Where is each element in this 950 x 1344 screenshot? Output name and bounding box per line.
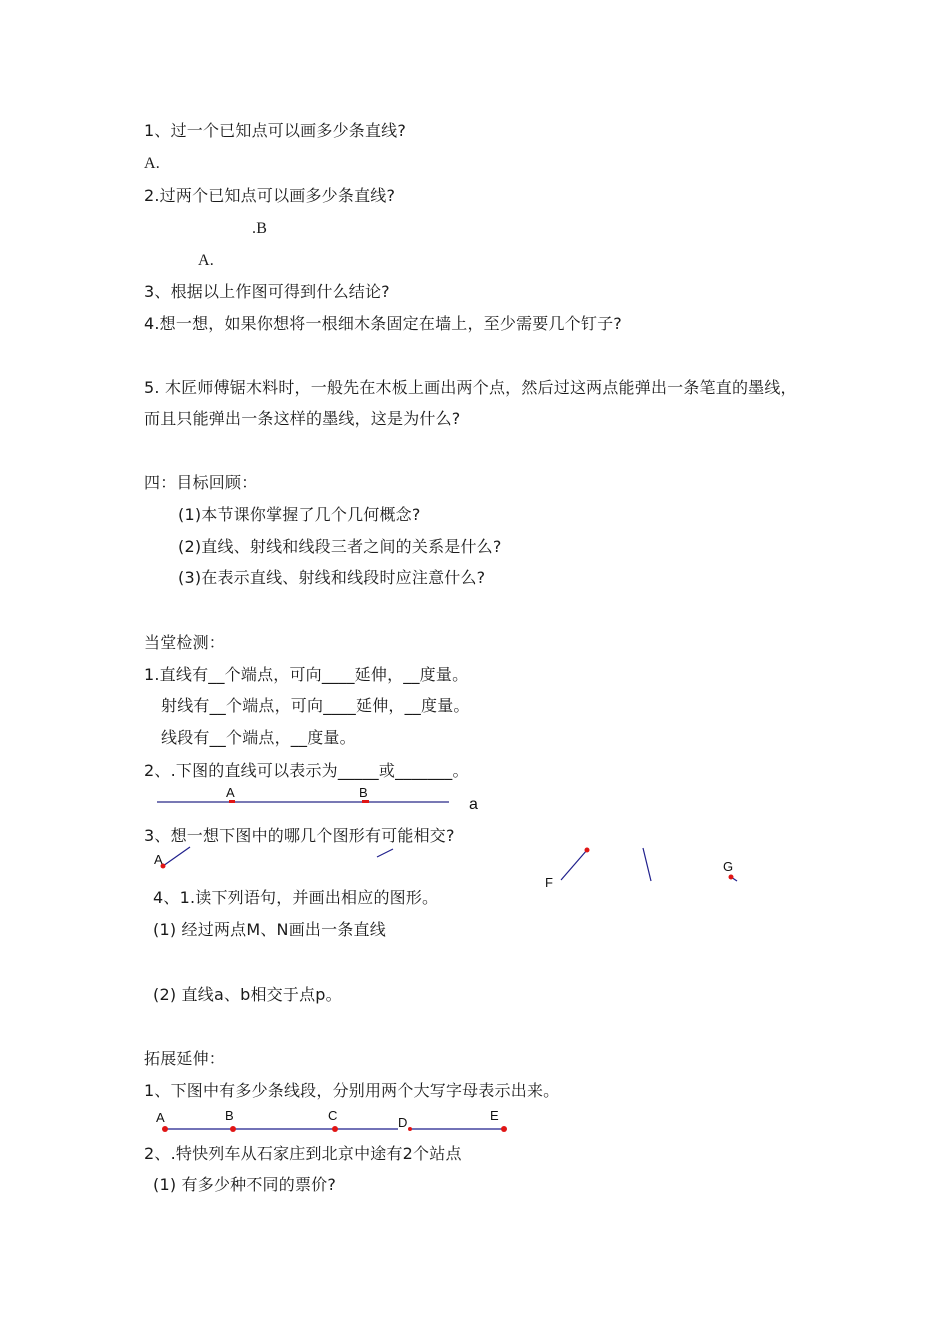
extension-q1: 1、下图中有多少条线段，分别用两个大写字母表示出来。: [144, 1081, 560, 1100]
check-q4-item-1: (1) 经过两点M、N画出一条直线: [153, 920, 386, 939]
segment-point-e: E: [490, 1108, 499, 1123]
review-item-1: (1)本节课你掌握了几个几何概念?: [178, 505, 421, 524]
question-5-line-2: 而且只能弹出一条这样的墨线，这是为什么?: [144, 409, 461, 428]
figure-label-a: A: [154, 852, 163, 867]
figure-label-g: G: [723, 859, 734, 874]
segment-point-b: B: [225, 1108, 234, 1123]
extension-heading: 拓展延伸：: [144, 1049, 226, 1068]
question-2: 2.过两个已知点可以画多少条直线?: [144, 186, 396, 205]
point-a-label-2: A.: [198, 252, 214, 269]
figure-label-f: F: [545, 875, 553, 890]
review-item-2: (2)直线、射线和线段三者之间的关系是什么?: [178, 537, 502, 556]
question-5-line-1: 5. 木匠师傅锯木料时，一般先在木板上画出两个点，然后过这两点能弹出一条笔直的墨线，: [144, 378, 797, 397]
question-3: 3、根据以上作图可得到什么结论?: [144, 282, 390, 301]
line-point-b: B: [359, 785, 368, 800]
check-q3: 3、想一想下图中的哪几个图形有可能相交?: [144, 826, 455, 845]
check-q4: 4、1.读下列语句，并画出相应的图形。: [153, 888, 439, 907]
check-q1-line-2: 射线有__个端点，可向____延伸，__度量。: [161, 696, 470, 715]
extension-q2-item-1: (1) 有多少种不同的票价?: [153, 1175, 337, 1194]
check-q1-line-3: 线段有__个端点，__度量。: [161, 728, 356, 747]
line-label-a: a: [469, 796, 478, 813]
segment-point-c: C: [328, 1108, 338, 1123]
segment-point-d: D: [398, 1115, 408, 1130]
question-1: 1、过一个已知点可以画多少条直线?: [144, 121, 407, 140]
question-4: 4.想一想，如果你想将一根细木条固定在墙上，至少需要几个钉子?: [144, 314, 622, 333]
check-q2: 2、.下图的直线可以表示为_____或_______。: [144, 761, 469, 780]
review-heading: 四：目标回顾：: [144, 473, 258, 492]
segment-point-a: A: [156, 1110, 165, 1125]
point-b-label: .B: [252, 220, 268, 237]
review-item-3: (3)在表示直线、射线和线段时应注意什么?: [178, 568, 486, 587]
extension-q2: 2、.特快列车从石家庄到北京中途有2个站点: [144, 1144, 462, 1163]
check-heading: 当堂检测：: [144, 633, 226, 652]
point-a-label: A.: [144, 155, 160, 172]
line-point-a: A: [226, 785, 235, 800]
check-q4-item-2: (2) 直线a、b相交于点p。: [153, 985, 342, 1004]
check-q1-line-1: 1.直线有__个端点，可向____延伸，__度量。: [144, 665, 469, 684]
